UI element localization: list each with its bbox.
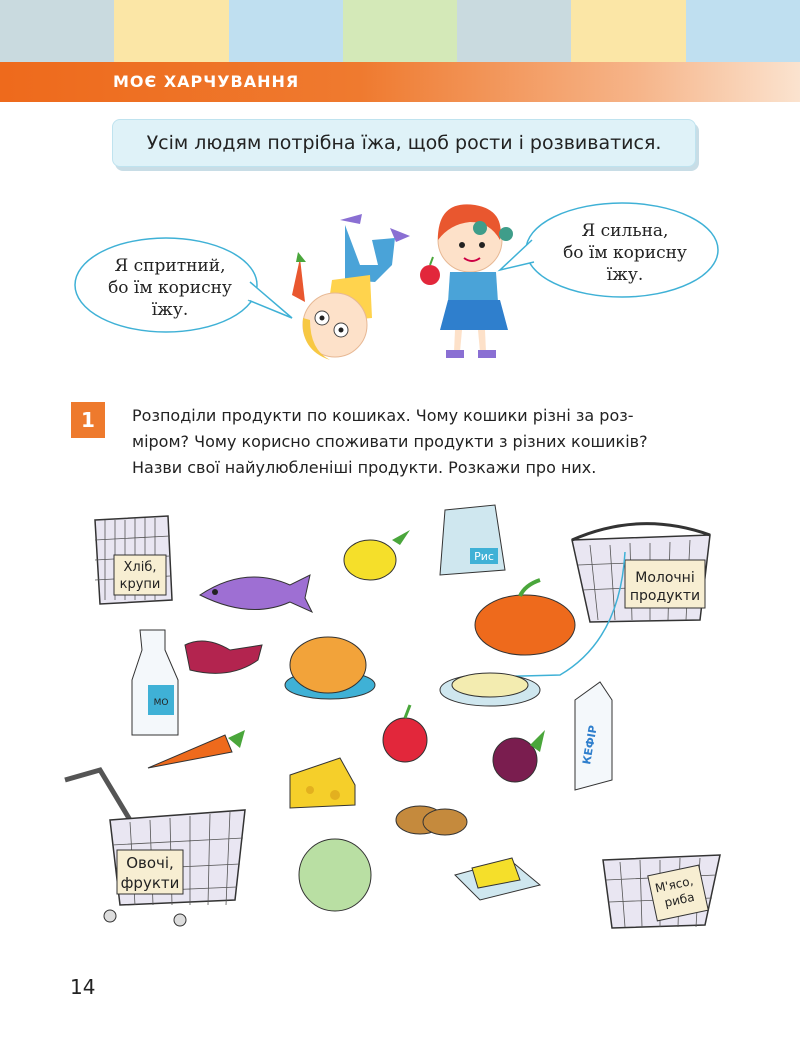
girl-illustration: [420, 204, 513, 358]
boy-speech-text: [95, 255, 245, 321]
basket-bread-label-line1: Хліб,: [123, 560, 157, 575]
girl-speech-line: їжу.: [606, 265, 644, 285]
task-line: Назви свої найулюбленіші продукти. Розкажи про них.: [132, 458, 597, 477]
girl-speech-line: Я сильна,: [581, 221, 669, 241]
buns-illustration: [396, 806, 467, 835]
intro-text: Усім людям потрібна їжа, щоб рости і розвиватися.: [146, 132, 662, 154]
basket-meat-label-line1: М'ясо,: [653, 873, 695, 896]
task-number-badge: 1: [71, 402, 105, 438]
milk-label: МО: [153, 698, 169, 708]
rice-bag-illustration: [440, 505, 505, 575]
kefir-label: КЕФІР: [580, 724, 600, 766]
basket-dairy-label-line2: продукти: [629, 588, 701, 604]
beet-illustration: [493, 730, 545, 782]
apple-illustration: [383, 705, 427, 762]
task-line: міром? Чому корисно споживати продукти з різних кошиків?: [132, 432, 648, 451]
basket-vegetables: [65, 770, 245, 926]
carrot-illustration: [148, 730, 245, 768]
page-number: 14: [70, 975, 96, 999]
basket-meat-label-line2: риба: [663, 889, 696, 910]
task-line: Розподіли продукти по кошиках. Чому кошики різні за роз-: [132, 406, 634, 425]
cheese-illustration: [290, 758, 355, 808]
basket-vegetables-label-line2: фрукти: [120, 874, 180, 892]
basket-bread: [95, 516, 172, 604]
butter-illustration: [455, 858, 540, 900]
section-title: МОЄ ХАРЧУВАННЯ: [113, 72, 300, 91]
basket-meat: [603, 855, 720, 928]
task-text: [132, 403, 732, 481]
boy-speech-line: бо їм корисну: [108, 278, 232, 298]
girl-speech-text: [550, 220, 700, 286]
boy-illustration: [292, 214, 410, 360]
basket-vegetables-label-line1: Овочі,: [126, 854, 174, 872]
fish-illustration: [200, 575, 312, 612]
rice-label: Рис: [474, 550, 494, 563]
basket-dairy-label-line1: Молочні: [635, 570, 695, 586]
boy-speech-line: їжу.: [151, 300, 189, 320]
kefir-pack-illustration: [575, 682, 612, 790]
girl-speech-line: бо їм корисну: [563, 243, 687, 263]
lemon-illustration: [344, 530, 410, 580]
milk-bottle-illustration: [132, 630, 178, 735]
chicken-illustration: [285, 637, 375, 699]
pumpkin-illustration: [475, 580, 575, 655]
cabbage-illustration: [299, 839, 371, 911]
boy-speech-line: Я спритний,: [114, 256, 226, 276]
basket-bread-label-line2: крупи: [119, 577, 161, 592]
sausage-illustration: [185, 641, 262, 673]
cottage-cheese-illustration: [440, 673, 540, 706]
